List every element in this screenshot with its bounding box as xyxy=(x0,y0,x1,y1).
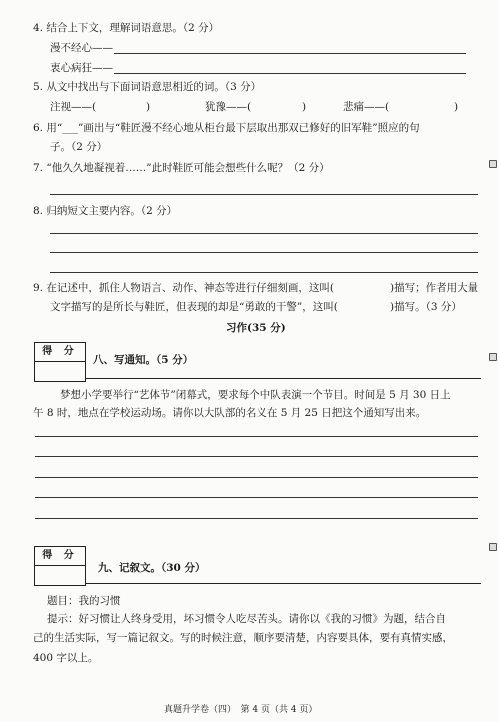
section-title: 习作(35 分) xyxy=(226,322,286,334)
q8-answer-line-3[interactable] xyxy=(50,272,478,273)
q6-line2: 子。（2 分） xyxy=(50,141,108,153)
q4-item2-answer-line[interactable] xyxy=(114,73,466,74)
q9b-title: 九、记叙文。（30 分） xyxy=(98,562,206,574)
q7-prompt: 7. “他久久地凝视着……”此时鞋匠可能会想些什么呢？（2 分） xyxy=(33,162,330,174)
q9-line2a: 文字描写的是所长与鞋匠，但表现的却是“勇敢的干警”，这叫( xyxy=(50,301,338,313)
q4-item1-label: 漫不经心—— xyxy=(50,42,113,54)
q8b-answer-line-2[interactable] xyxy=(35,456,478,457)
q5-word1-close: ) xyxy=(146,101,151,113)
q9-line2b: )描写。（3 分） xyxy=(390,301,462,313)
binding-mark-icon xyxy=(489,353,497,361)
q5-word2: 犹豫——( xyxy=(205,101,252,113)
q8b-answer-line-4[interactable] xyxy=(35,497,478,498)
q9b-topic: 题目：我的习惯 xyxy=(47,595,121,607)
q8b-answer-line-5[interactable] xyxy=(35,518,478,519)
q4-item2-label: 衷心病狂—— xyxy=(50,62,113,74)
q5-word3-close: ) xyxy=(454,101,459,113)
q5-word2-close: ) xyxy=(302,101,307,113)
q5-prompt: 5. 从文中找出与下面词语意思相近的词。（3 分） xyxy=(33,81,262,93)
q5-word1: 注视——( xyxy=(50,101,97,113)
q7-answer-line[interactable] xyxy=(50,194,478,195)
score-box-8 xyxy=(34,342,86,382)
q5-word3: 悲痛——( xyxy=(343,101,390,113)
score-box-label: 得 分 xyxy=(35,547,85,566)
q9b-hint3: 400 字以上。 xyxy=(33,652,99,664)
q8-answer-line-1[interactable] xyxy=(50,233,478,234)
q8-answer-line-2[interactable] xyxy=(50,252,478,253)
score-divider-8 xyxy=(86,378,481,379)
binding-mark-icon xyxy=(489,160,497,168)
q8b-answer-line-3[interactable] xyxy=(35,477,478,478)
page-footer: 真题升学卷（四） 第 4 页（共 4 页） xyxy=(164,705,318,715)
score-divider-9 xyxy=(86,583,481,584)
q8-prompt: 8. 归纳短文主要内容。（2 分） xyxy=(33,205,178,217)
q4-prompt: 4. 结合上下文，理解词语意思。（2 分） xyxy=(33,22,220,34)
q8b-title: 八、写通知。（5 分） xyxy=(93,354,194,366)
q9-line1b: )描写；作者用大量 xyxy=(390,282,479,294)
q8b-body2: 午 8 时，地点在学校运动场。请你以大队部的名义在 5 月 25 日把这个通知写出来。 xyxy=(33,407,427,419)
q8b-answer-line-1[interactable] xyxy=(35,436,478,437)
q9b-hint1: 提示：好习惯让人终身受用，坏习惯令人吃尽苦头。请你以《我的习惯》为题，结合自 xyxy=(47,613,446,625)
q9b-hint2: 己的生活实际，写一篇记叙文。写的时候注意，顺序要清楚，内容要具体，要有真情实感， xyxy=(33,632,453,644)
score-box-9 xyxy=(34,546,86,586)
q8b-body1: 梦想小学要举行“艺体节”闭幕式，要求每个中队表演一个节目。时间是 5 月 30 日上 xyxy=(60,389,451,401)
q9-line1a: 9. 在记述中，抓住人物语言、动作、神态等进行仔细刻画，这叫( xyxy=(33,282,334,294)
q4-item1-answer-line[interactable] xyxy=(114,53,466,54)
binding-mark-icon xyxy=(489,543,497,551)
q6-line1: 6. 用“___”画出与“鞋匠漫不经心地从柜台最下层取出那双已修好的旧军鞋”照应的句 xyxy=(33,122,420,134)
score-box-label: 得 分 xyxy=(35,343,85,362)
